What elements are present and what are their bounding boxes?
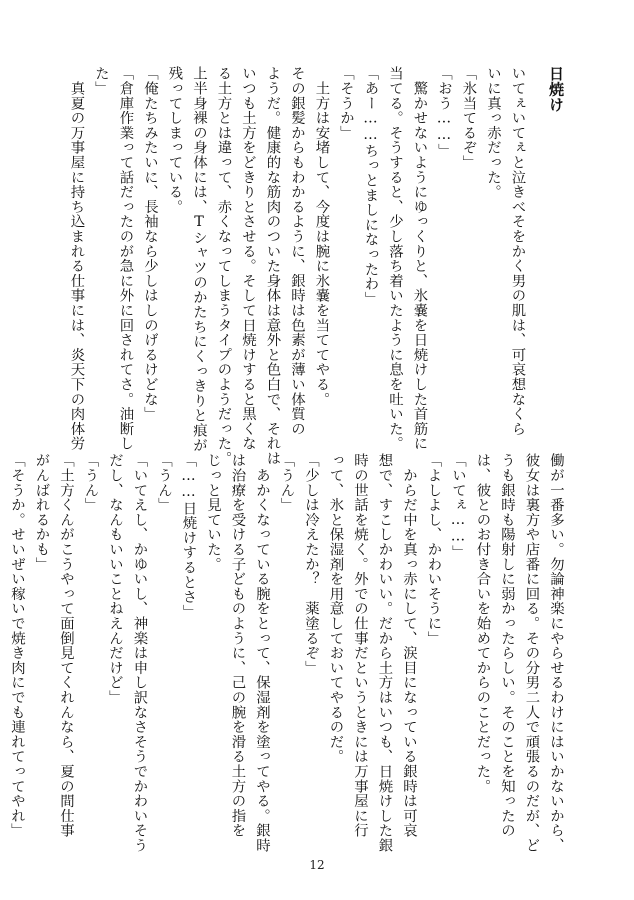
text-line: ようだ。健康的な筋肉のついた身体は意外と色白で、それは	[264, 66, 281, 466]
text-line: 「あー……ちっとましになったわ」	[362, 66, 379, 306]
text-line: あかくなっている腕をとって、保湿剤を塗ってやる。銀時	[254, 453, 270, 853]
text-line: 「土方くんがこうやって面倒見てくれんなら、夏の間仕事	[58, 453, 74, 838]
upper-text-column-block	[68, 66, 568, 466]
text-line: 想で、すこしかわいい。だから土方はいつも、日焼けした銀	[376, 453, 393, 853]
text-line: 「俺たちみたいに、長袖なら少しはしのげるけどな」	[142, 66, 158, 422]
text-line: 「よしよし、かわいそうに」	[425, 453, 442, 646]
text-line: うも銀時も陽射しに弱かったらしい。そのことを知ったの	[499, 453, 515, 838]
text-line: 「そうか」	[338, 66, 354, 140]
text-line: た」	[93, 66, 109, 96]
text-line: 彼女は裏方や店番に回る。その分男二人で頑張るのだが、ど	[523, 453, 540, 853]
text-line: る土方とは違って、赤くなってしまうタイプのようだった。	[215, 66, 232, 466]
text-line: 「いてえし、かゆいし、神楽は申し訳なさそうでかわいそう	[131, 453, 148, 853]
text-line: 「そうか。せいぜい稼いで焼き肉にでも連れてってやれ」	[9, 453, 25, 838]
text-line: 土方は安堵して、今度は腕に氷嚢を当ててやる。	[313, 66, 330, 407]
text-line: その銀髪からもわかるように、銀時は色素が薄い体質の	[289, 66, 305, 436]
text-line: 真夏の万事屋に持ち込まれる仕事には、炎天下の肉体労	[68, 66, 85, 451]
text-line: 「いてぇ……」	[450, 453, 466, 560]
text-line: は治療を受ける子どものように、己の腕を滑る土方の指を	[229, 453, 246, 838]
text-line: 「少しは冷えたか？ 薬塗るぞ」	[303, 453, 319, 675]
text-line: 時の世話を焼く。外での仕事だというときには万事屋に行	[352, 453, 368, 838]
text-line: がんばれるかも」	[33, 453, 50, 572]
text-line: いに真っ赤だった。	[485, 66, 501, 200]
text-line: じっと見ていた。	[205, 453, 221, 572]
text-line: 残ってしまっている。	[166, 66, 183, 214]
text-line: 「うん」	[278, 453, 295, 513]
text-line: は、彼とのお付き合いを始めてからのことだった。	[474, 453, 491, 794]
text-line: いつも土方をどきりとさせる。そして日焼けすると黒くな	[240, 66, 256, 451]
text-line: 働が一番多い。勿論神楽にやらせるわけにはいかないから、	[548, 453, 564, 853]
text-line: 「……日焼けするとさ」	[180, 453, 197, 619]
text-line: って、氷と保湿剤を用意しておいてやるのだ。	[327, 453, 344, 764]
text-line: からだ中を真っ赤にして、涙目になっている銀時は可哀	[401, 453, 417, 838]
text-line: 「うん」	[82, 453, 99, 513]
text-line: いてぇいてぇと泣きべそをかく男の肌は、可哀想なくら	[509, 66, 526, 436]
lower-text-column-block	[9, 453, 568, 853]
text-line: 上半身裸の身体には、Tシャツのかたちにくっきりと痕が	[191, 66, 207, 453]
text-line: 「おう……」	[436, 66, 452, 158]
chapter-title: 日焼け	[547, 66, 565, 113]
text-line: 驚かせないようにゆっくりと、氷嚢を日焼けした首筋に	[411, 66, 428, 451]
text-line: 当てる。そうすると、少し落ち着いたように息を吐いた。	[387, 66, 403, 451]
text-line: 「氷当てるぞ」	[460, 66, 477, 170]
page-number: 12	[309, 858, 325, 872]
text-line: だし、なんもいいことねえんだけど」	[107, 453, 123, 705]
text-line: 「倉庫作業って話だったのが急に外に回されてさ。油断し	[117, 66, 134, 451]
text-line: 「うん」	[156, 453, 172, 513]
